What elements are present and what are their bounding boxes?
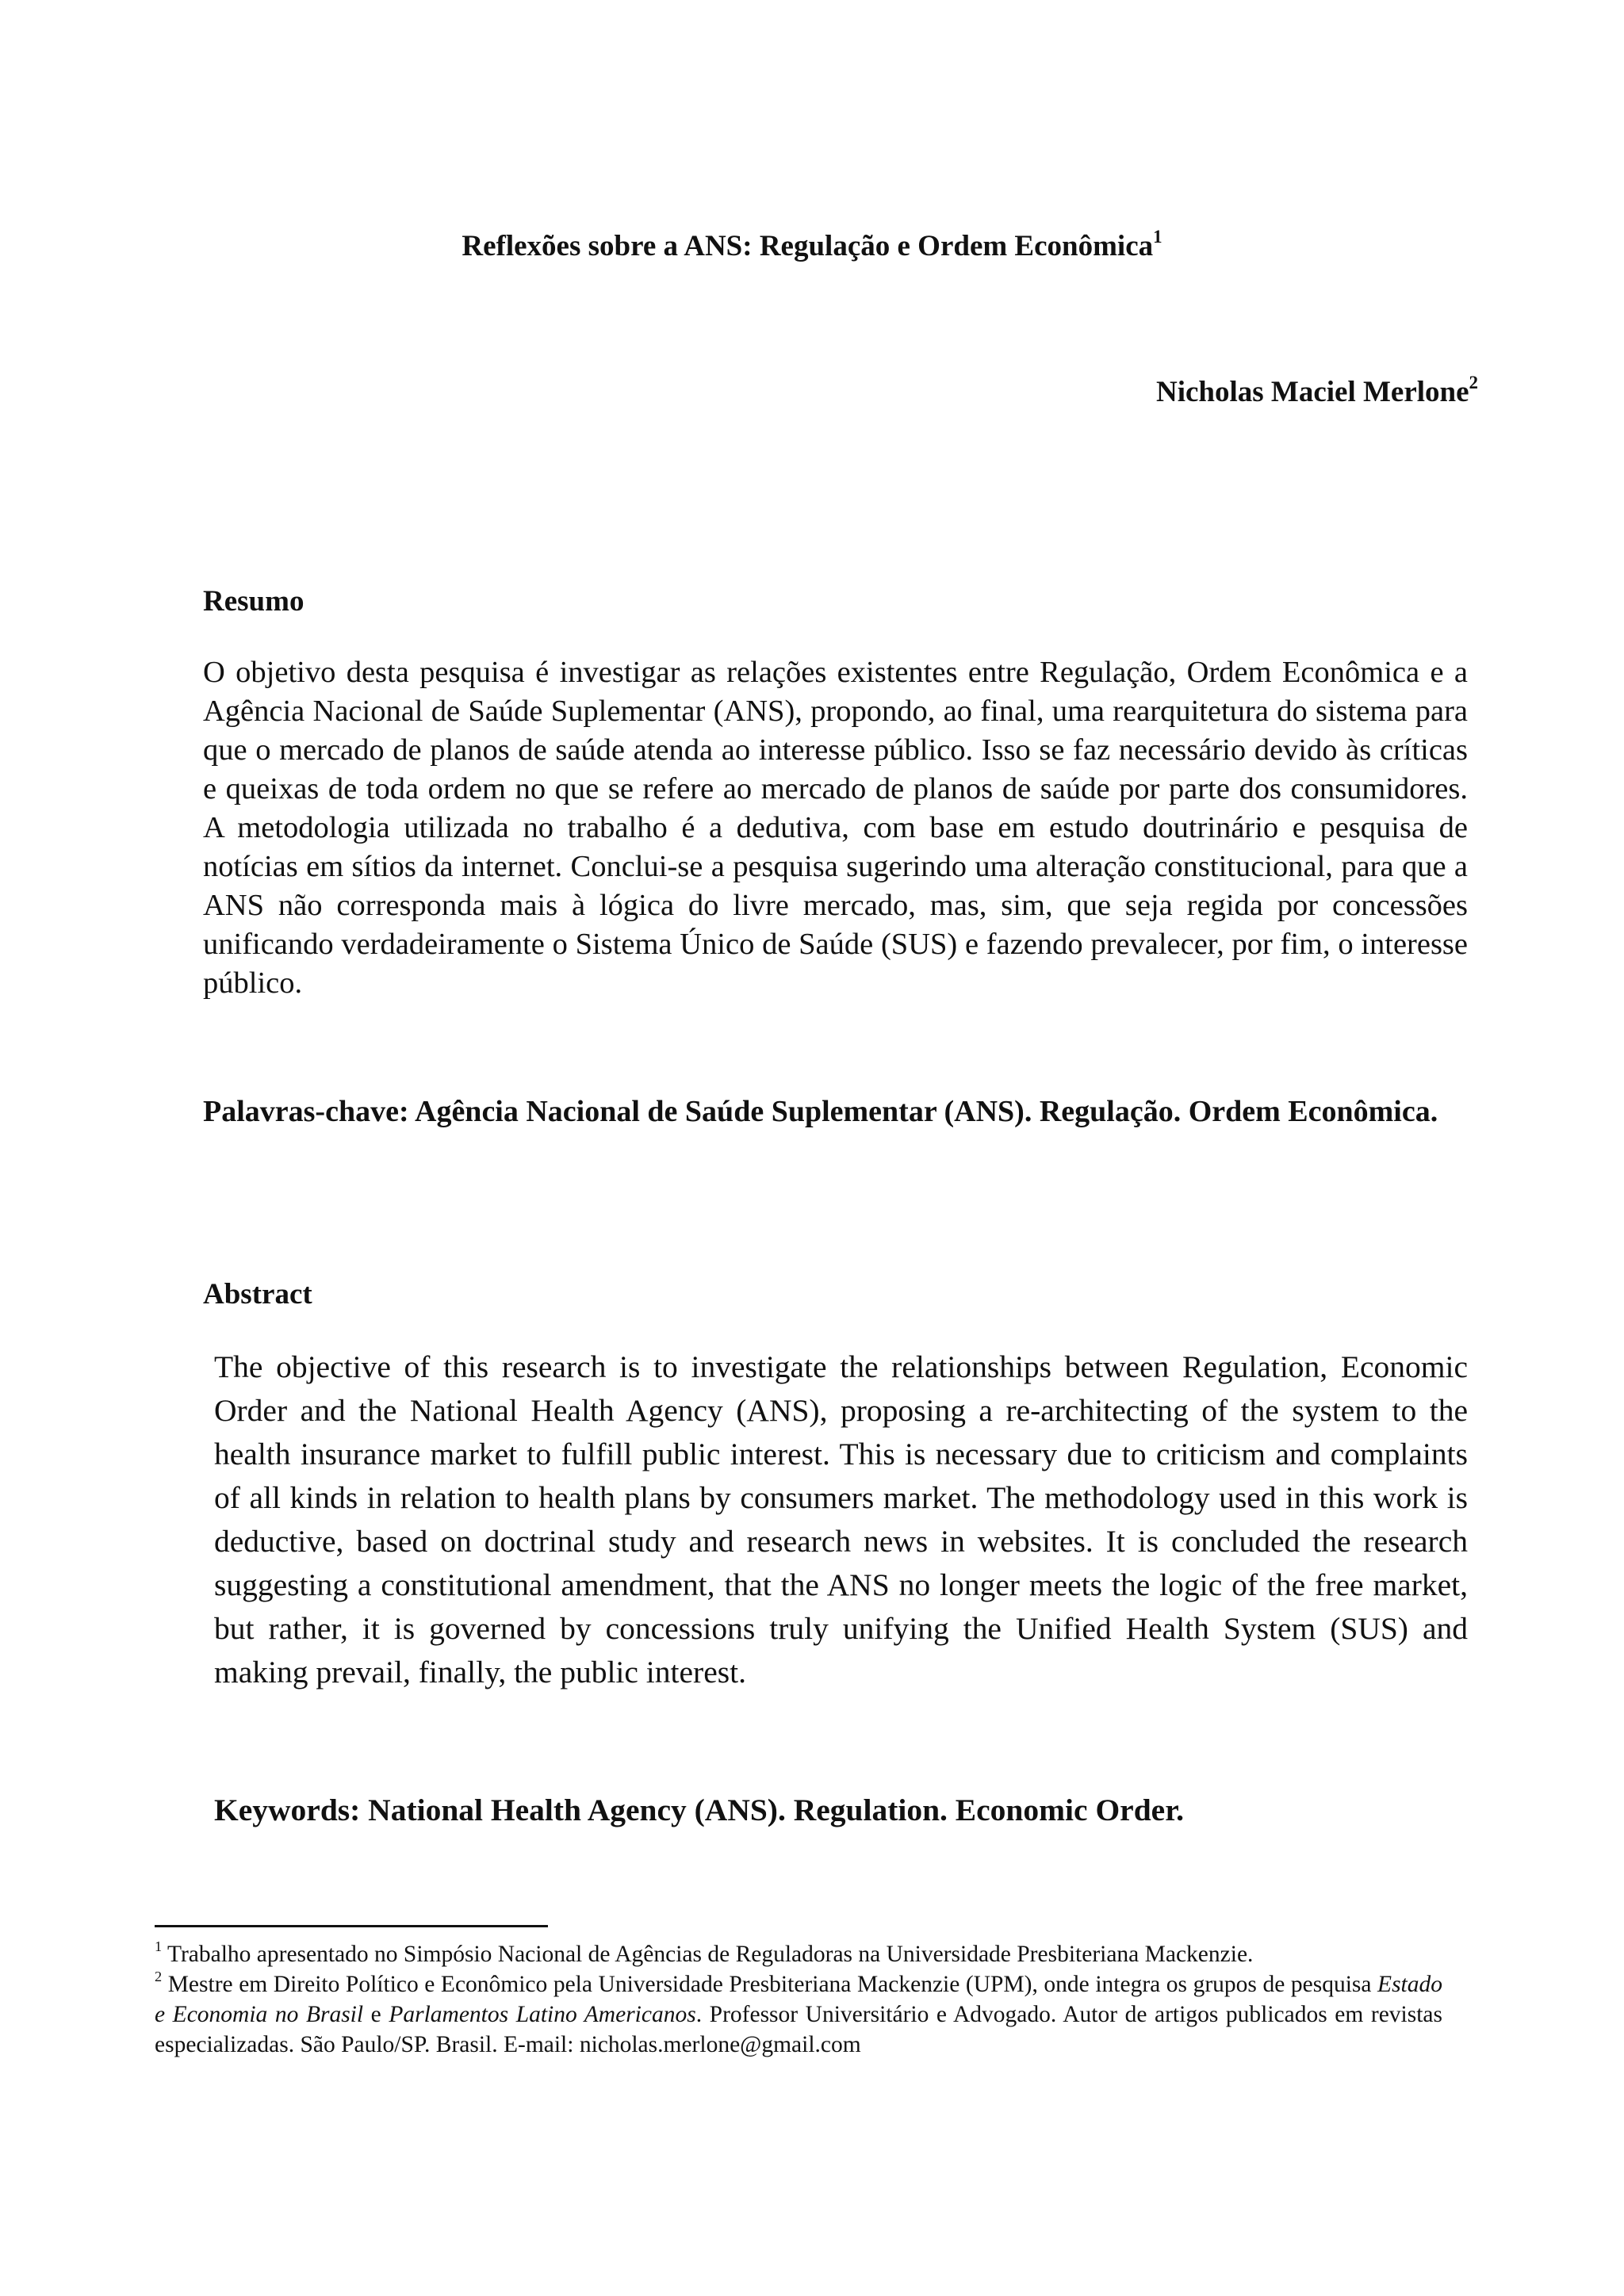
- keywords: Keywords: National Health Agency (ANS). Regulation. Economic Order.: [214, 1793, 1184, 1827]
- footnote-2-text-part3: . Professor Universitário e Advogado. Autor de artigos publicados em revistas especializadas. São Paulo/SP. Brasil. E-mail: nicholas.merlone@gmail.com: [155, 2002, 1443, 2057]
- title-footnote-mark: 1: [1153, 226, 1162, 247]
- footnote-2-text-part1: Mestre em Direito Político e Econômico pela Universidade Presbiteriana Mackenzie (UPM), onde integra os grupos de pesquisa: [162, 1972, 1378, 1997]
- resumo-heading: Resumo: [203, 585, 304, 618]
- footnote-2-mark: 2: [155, 1969, 163, 1985]
- title-text: Reflexões sobre a ANS: Regulação e Ordem Econômica: [462, 230, 1154, 262]
- footnote-1-text: Trabalho apresentado no Simpósio Nacional de Agências de Reguladoras na Universidade Presbiteriana Mackenzie.: [162, 1942, 1254, 1967]
- author-name-text: Nicholas Maciel Merlone: [1155, 376, 1469, 408]
- footnote-2: [155, 1969, 1442, 2060]
- footnote-separator: [155, 1925, 548, 1927]
- abstract-heading: Abstract: [203, 1278, 312, 1311]
- footnote-1: [155, 1939, 1442, 1969]
- footnotes: [155, 1939, 1442, 2060]
- resumo-paragraph: O objetivo desta pesquisa é investigar as relações existentes entre Regulação, Ordem Econômica e a Agência Nacional de Saúde Suplementar (ANS), propondo, ao final, uma rearquitetura do sistema para que o mercado de planos de saúde atenda ao interesse público. Isso se faz necessário devido às críticas e queixas de toda ordem no que se refere ao mercado de planos de saúde por parte dos consumidores. A metodologia utilizada no trabalho é a dedutiva, com base em estudo doutrinário e pesquisa de notícias em sítios da internet. Conclui-se a pesquisa sugerindo uma alteração constitucional, para que a ANS não corresponda mais à lógica do livre mercado, mas, sim, que seja regida por concessões unificando verdadeiramente o Sistema Único de Saúde (SUS) e fazendo prevalecer, por fim, o interesse público.: [203, 656, 1468, 1000]
- footnote-2-text-part2: e: [363, 2002, 389, 2027]
- paper-title: [0, 228, 1624, 265]
- palavras-chave: Palavras-chave: Agência Nacional de Saúde Suplementar (ANS). Regulação. Ordem Econômica.: [203, 1095, 1438, 1128]
- abstract-paragraph: The objective of this research is to investigate the relationships between Regulation, Economic Order and the National Health Agency (ANS), proposing a re-architecting of the system to the health insurance market to fulfill public interest. This is necessary due to criticism and complaints of all kinds in relation to health plans by consumers market. The methodology used in this work is deductive, based on doctrinal study and research news in websites. It is concluded the research suggesting a constitutional amendment, that the ANS no longer meets the logic of the free market, but rather, it is governed by concessions truly unifying the Unified Health System (SUS) and making prevail, finally, the public interest.: [214, 1349, 1468, 1689]
- author-name: [1156, 374, 1478, 411]
- footnote-1-mark: 1: [155, 1938, 163, 1955]
- footnote-2-group-1: Estado e Economia no Brasil: [155, 1972, 1442, 2027]
- author-footnote-mark: 2: [1469, 372, 1478, 392]
- footnote-2-group-2: Parlamentos Latino Americanos: [389, 2002, 696, 2027]
